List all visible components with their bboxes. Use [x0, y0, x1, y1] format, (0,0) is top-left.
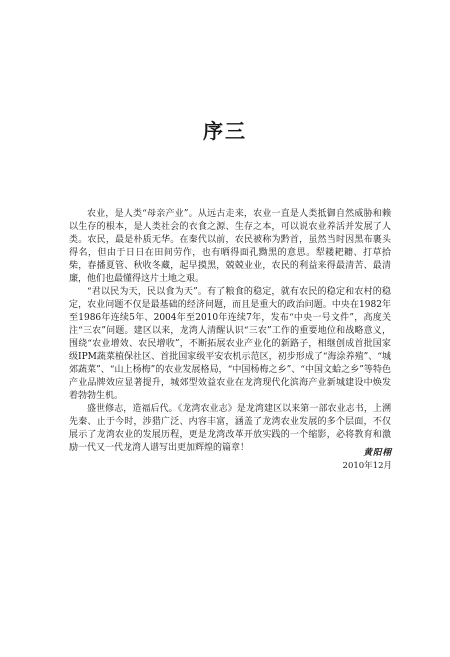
paragraph-1: 农业，是人类“母亲产业”。从远古走来，农业一直是人类抵御自然威胁和赖以生存的根本，是人类社会的衣食之源、生存之本，可以说农业养活并发展了人类。农民，最是朴质无华。在秦代以前，农民被称为黔首，虽然当时因黑布裹头得名，但由于日日在田间劳作，也有晒得面孔黝黑的意思。犁耧耙耱、打草拾柴，春播夏管、秋收冬藏，起早摸黑，兢兢业业，农民的利益来得最清苦、最清廉，他们也最懂得这片土地之艰。	[69, 209, 391, 284]
signature-block	[343, 447, 392, 473]
paragraph-2: “君以民为天，民以食为天”。有了粮食的稳定，就有农民的稳定和农村的稳定，农业问题不仅是最基础的经济问题，而且是重大的政治问题。中央在1982年至1986年连续5年、2004年至2010年连续7年，发布“中央一号文件”，高度关注“三农”问题。建区以来，龙湾人清醒认识“三农”工作的重要地位和战略意义，围绕“农业增效、农民增收”，不断拓展农业产业化的新路子，相继创成首批国家级IPM蔬菜植保社区、首批国家级平安农机示范区，初步形成了“海涂养殖”、“城郊蔬菜”、“山上杨梅”的农业发展格局，“中国杨梅之乡”、“中国文蛤之乡”等特色产业品牌效应显著提升，城郊型效益农业在龙湾现代化滨海产业新城建设中焕发着勃勃生机。	[69, 287, 391, 401]
page-title: 序三	[203, 119, 247, 143]
signature-date: 2010年12月	[342, 461, 392, 471]
preface-body	[69, 208, 391, 455]
paragraph-3: 盛世修志，造福后代。《龙湾农业志》是龙湾建区以来第一部农业志书，上溯先秦、止于今时，涉猎广泛、内容丰富，涵盖了龙湾农业发展的多个层面，不仅展示了龙湾农业的发展历程，更是龙湾改革开放实践的一个缩影，必将教育和激励一代又一代龙湾人谱写出更加辉煌的篇章！	[69, 404, 391, 453]
author-name: 黄阳栩	[363, 448, 392, 458]
